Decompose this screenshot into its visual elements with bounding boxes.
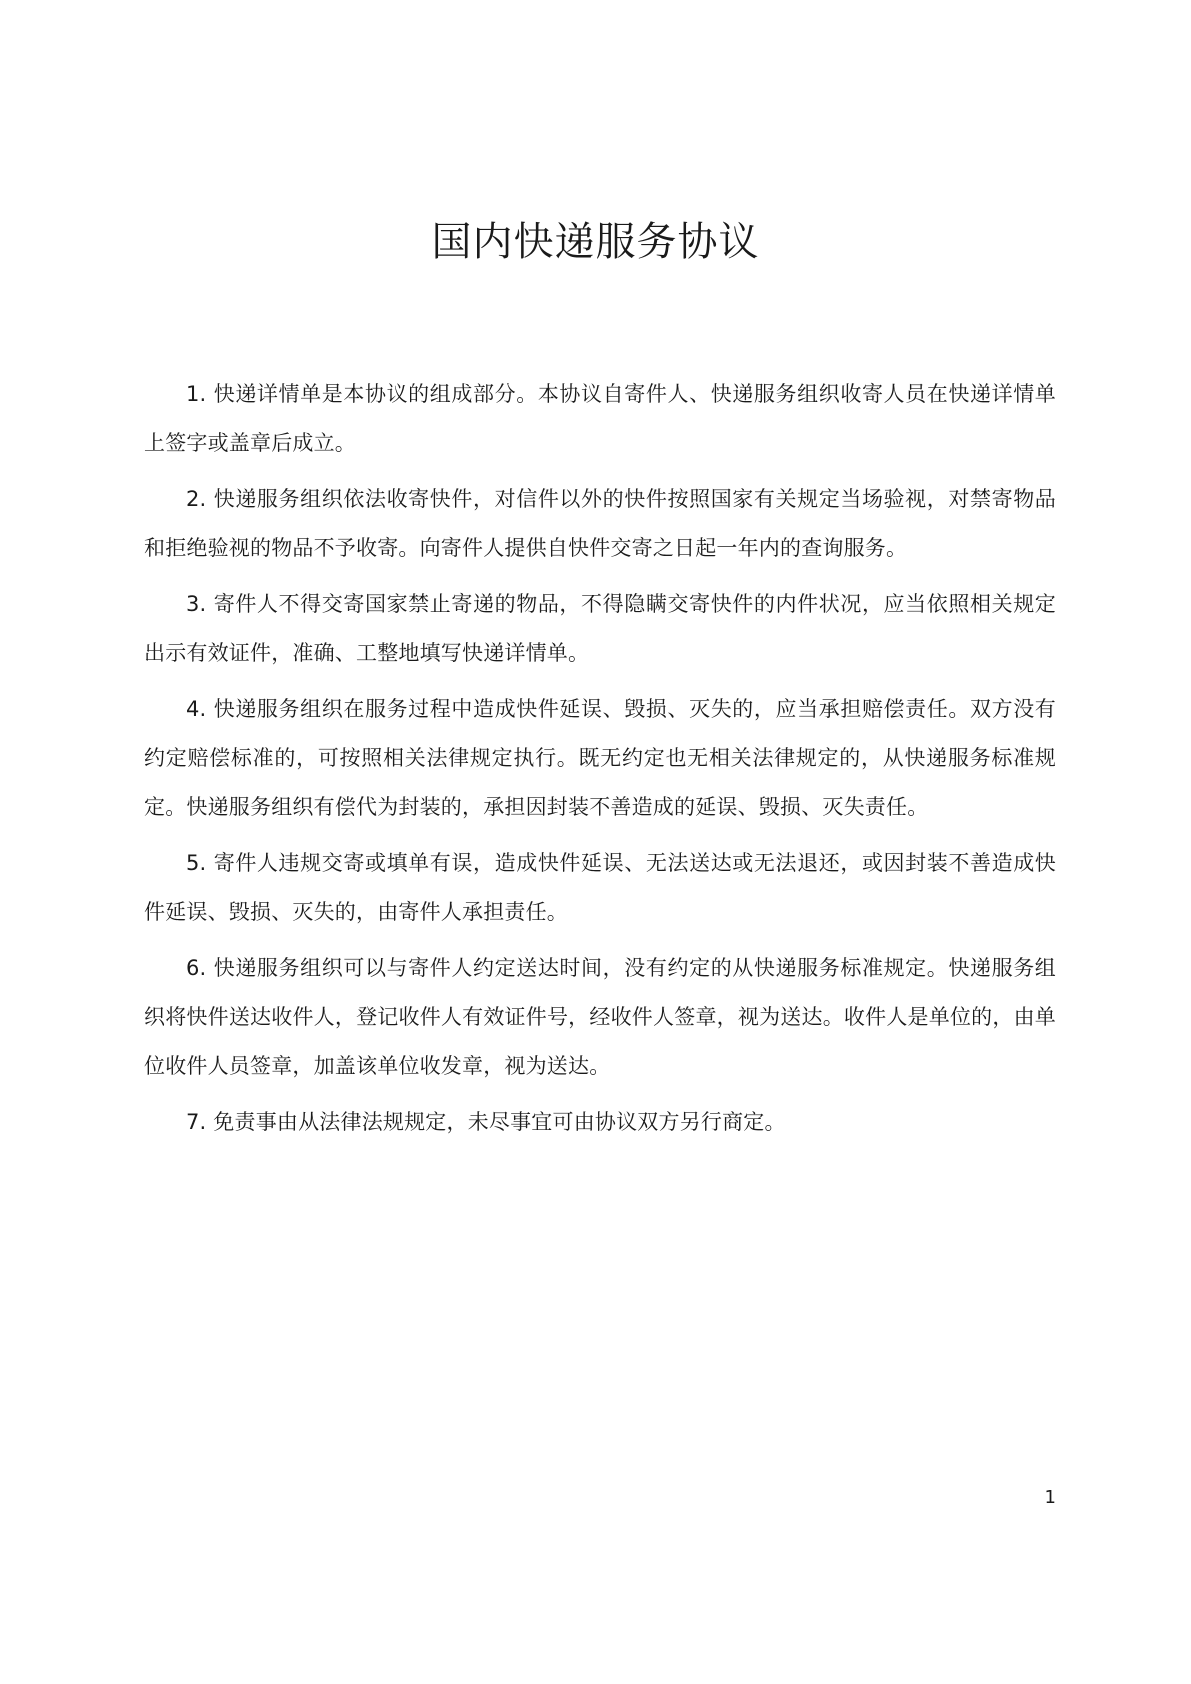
clause-5: 5. 寄件人违规交寄或填单有误，造成快件延误、无法送达或无法退还，或因封装不善造成快件延误、毁损、灭失的，由寄件人承担责任。 xyxy=(144,851,1056,924)
clause-7: 7. 免责事由从法律法规规定，未尽事宜可由协议双方另行商定。 xyxy=(186,1110,786,1134)
clause-2: 2. 快递服务组织依法收寄快件，对信件以外的快件按照国家有关规定当场验视，对禁寄物品和拒绝验视的物品不予收寄。向寄件人提供自快件交寄之日起一年内的查询服务。 xyxy=(144,487,1056,560)
clause-6: 6. 快递服务组织可以与寄件人约定送达时间，没有约定的从快递服务标准规定。快递服务组织将快件送达收件人，登记收件人有效证件号，经收件人签章，视为送达。收件人是单位的，由单位收件人员签章，加盖该单位收发章，视为送达。 xyxy=(144,956,1056,1078)
document-title: 国内快递服务协议 xyxy=(431,219,760,265)
clause-1: 1. 快递详情单是本协议的组成部分。本协议自寄件人、快递服务组织收寄人员在快递详情单上签字或盖章后成立。 xyxy=(144,382,1056,455)
clause-4: 4. 快递服务组织在服务过程中造成快件延误、毁损、灭失的，应当承担赔偿责任。双方没有约定赔偿标准的，可按照相关法律规定执行。既无约定也无相关法律规定的，从快递服务标准规定。快递服务组织有偿代为封装的，承担因封装不善造成的延误、毁损、灭失责任。 xyxy=(144,697,1056,819)
page-number: 1 xyxy=(1044,1487,1056,1508)
agreement-body xyxy=(144,370,1056,1154)
clause-3: 3. 寄件人不得交寄国家禁止寄递的物品，不得隐瞒交寄快件的内件状况，应当依照相关规定出示有效证件，准确、工整地填写快递详情单。 xyxy=(144,592,1056,665)
